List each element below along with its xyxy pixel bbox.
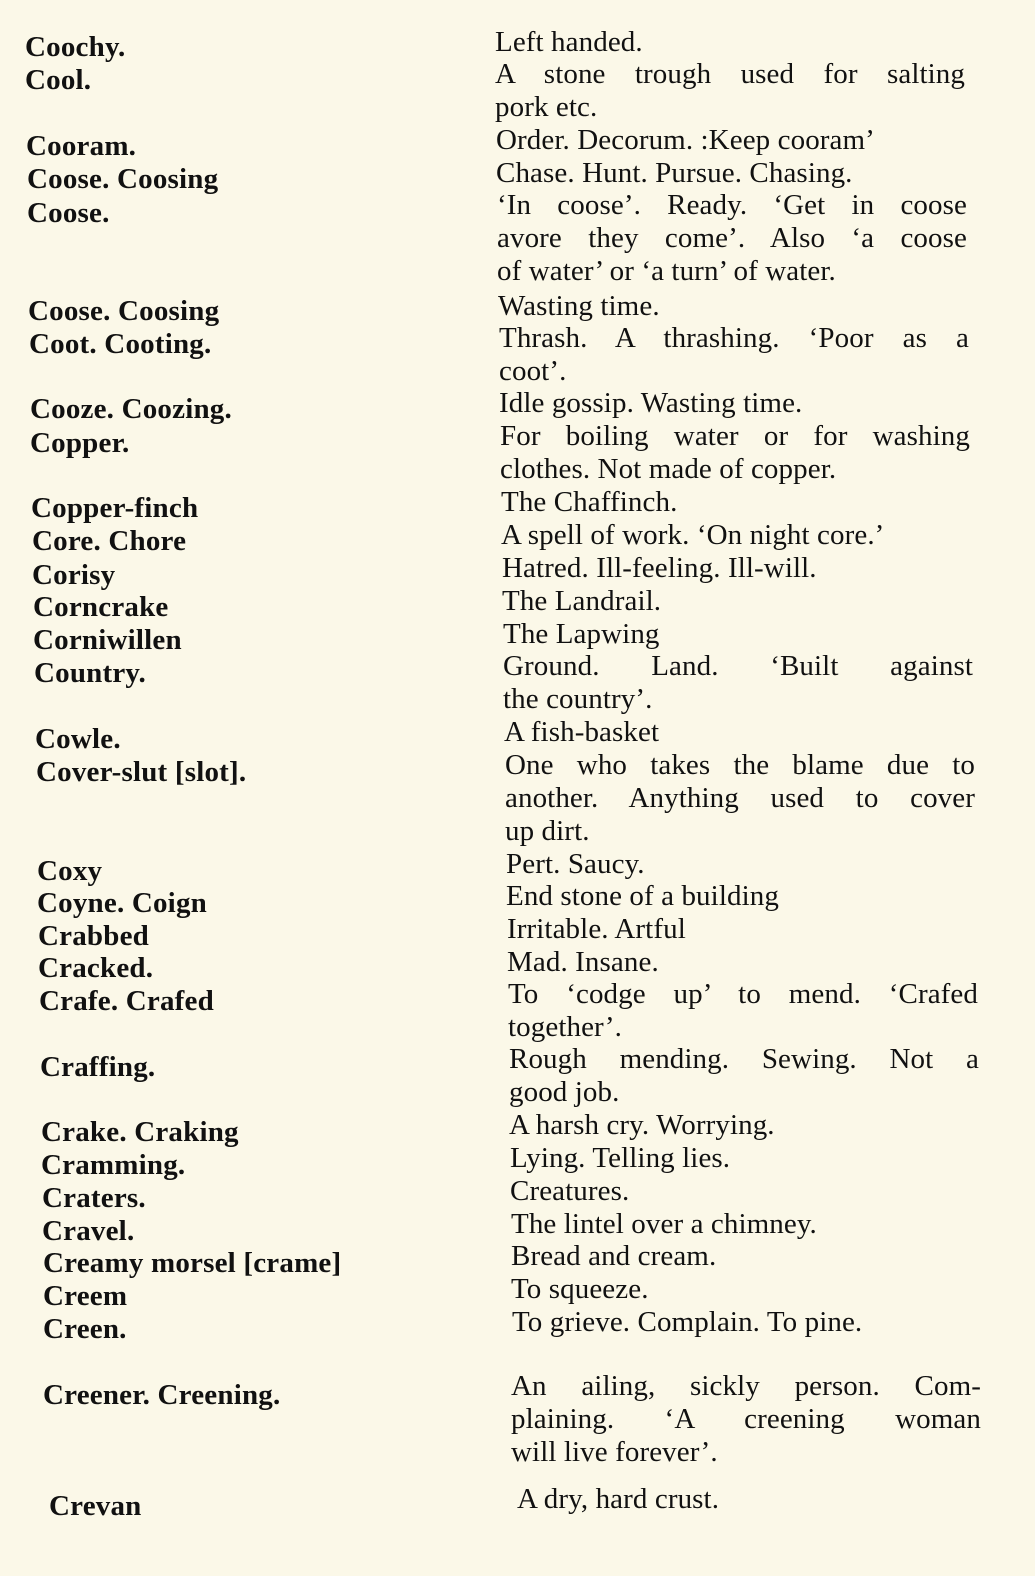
definition-line: together’. — [508, 1011, 622, 1043]
entry-term: Coochy. — [25, 31, 126, 63]
definition-line: Thrash. A thrashing. ‘Poor as a — [499, 322, 969, 354]
definition-line: another. Anything used to cover — [505, 782, 975, 814]
entry-definition — [510, 1142, 980, 1175]
definition-line: Order. Decorum. :Keep cooram’ — [496, 124, 875, 156]
definition-line: To ‘codge up’ to mend. ‘Crafed — [508, 978, 978, 1010]
entry-term: Craffing. — [40, 1051, 156, 1083]
entry-definition — [504, 716, 974, 749]
entry-definition — [508, 978, 978, 1044]
entry-term: Crevan — [49, 1490, 142, 1522]
definition-line: End stone of a building — [506, 880, 779, 912]
entry-term: Core. Chore — [32, 525, 187, 557]
definition-line: The lintel over a chimney. — [511, 1208, 817, 1240]
entry-definition — [495, 26, 965, 59]
definition-line: the country’. — [503, 683, 653, 715]
entry-term: Corniwillen — [33, 624, 182, 656]
entry-definition — [506, 848, 976, 881]
entry-definition — [505, 749, 975, 848]
entry-definition — [499, 387, 969, 420]
entry-term: Coot. Cooting. — [29, 328, 212, 360]
definition-line: Mad. Insane. — [507, 946, 659, 978]
definition-line: A stone trough used for salting — [495, 58, 965, 90]
entry-definition — [509, 1043, 979, 1109]
definition-line: The Lapwing — [503, 618, 660, 650]
definition-line: Creatures. — [510, 1175, 630, 1207]
entry-definition — [511, 1208, 981, 1241]
entry-definition — [503, 618, 973, 651]
definition-line: avore they come’. Also ‘a coose — [497, 222, 967, 254]
entry-definition — [503, 650, 973, 716]
definition-line: To squeeze. — [511, 1273, 649, 1305]
definition-line: Left handed. — [495, 26, 643, 58]
definition-line: clothes. Not made of copper. — [500, 453, 837, 485]
entry-definition — [512, 1306, 982, 1339]
entry-term: Coxy — [37, 855, 103, 887]
definition-line: pork etc. — [495, 91, 598, 123]
entry-term: Creener. Creening. — [43, 1379, 281, 1411]
entry-definition — [517, 1483, 987, 1516]
definition-line: Chase. Hunt. Pursue. Chasing. — [496, 157, 853, 189]
definition-line: Rough mending. Sewing. Not a — [509, 1043, 979, 1075]
entry-definition — [495, 58, 965, 124]
definition-line: coot’. — [499, 355, 567, 387]
entry-term: Crabbed — [38, 920, 149, 952]
definition-line: The Landrail. — [502, 585, 662, 617]
definition-line: Lying. Telling lies. — [510, 1142, 731, 1174]
definition-line: A dry, hard crust. — [517, 1483, 720, 1515]
definition-line: Wasting time. — [498, 290, 660, 322]
entry-term: Corncrake — [33, 591, 169, 623]
entry-term: Creamy morsel [crame] — [43, 1247, 342, 1279]
entry-definition — [511, 1240, 981, 1273]
definition-line: Pert. Saucy. — [506, 848, 645, 880]
definition-line: An ailing, sickly person. Com- — [511, 1370, 981, 1402]
entry-term: Coose. — [27, 197, 110, 229]
entry-term: Crake. Craking — [41, 1116, 239, 1148]
definition-line: The Chaffinch. — [501, 486, 678, 518]
entry-term: Coyne. Coign — [37, 887, 207, 919]
entry-definition — [496, 157, 966, 190]
definition-line: One who takes the blame due to — [505, 749, 975, 781]
entry-term: Creem — [43, 1280, 128, 1312]
definition-line: A spell of work. ‘On night core.’ — [501, 519, 885, 551]
entry-term: Coose. Coosing — [27, 163, 219, 195]
entry-definition — [500, 420, 970, 486]
entry-definition — [511, 1370, 981, 1469]
definition-line: To grieve. Complain. To pine. — [512, 1306, 863, 1338]
entry-term: Cooram. — [26, 130, 137, 162]
entry-definition — [507, 946, 977, 979]
entry-term: Creen. — [43, 1313, 127, 1345]
entry-definition — [501, 486, 971, 519]
entry-definition — [502, 552, 972, 585]
entry-definition — [511, 1273, 981, 1306]
entry-definition — [507, 913, 977, 946]
entry-definition — [510, 1175, 980, 1208]
entry-term: Copper-finch — [31, 492, 199, 524]
entry-definition — [496, 124, 966, 157]
entry-definition — [498, 290, 968, 323]
definition-line: plaining. ‘A creening woman — [511, 1403, 981, 1435]
definition-line: Ground. Land. ‘Built against — [503, 650, 973, 682]
definition-line: Hatred. Ill-feeling. Ill-will. — [502, 552, 817, 584]
definition-line: For boiling water or for washing — [500, 420, 970, 452]
definition-line: Idle gossip. Wasting time. — [499, 387, 803, 419]
entry-term: Corisy — [32, 559, 116, 591]
entry-term: Country. — [34, 657, 146, 689]
definition-line: good job. — [509, 1076, 620, 1108]
definition-line: A fish-basket — [504, 716, 660, 748]
definition-line: Bread and cream. — [511, 1240, 717, 1272]
definition-line: A harsh cry. Worrying. — [509, 1109, 775, 1141]
definition-line: Irritable. Artful — [507, 913, 686, 945]
definition-line: will live forever’. — [511, 1436, 718, 1468]
entry-definition — [509, 1109, 979, 1142]
entry-term: Cowle. — [35, 723, 121, 755]
entry-definition — [497, 189, 967, 288]
entry-term: Cravel. — [42, 1215, 135, 1247]
entry-term: Cover-slut [slot]. — [36, 756, 247, 788]
entry-term: Cracked. — [38, 952, 154, 984]
definition-line: ‘In coose’. Ready. ‘Get in coose — [497, 189, 967, 221]
entry-term: Cooze. Coozing. — [30, 393, 232, 425]
entry-term: Craters. — [42, 1182, 146, 1214]
entry-term: Crafe. Crafed — [39, 985, 214, 1017]
entry-definition — [501, 519, 971, 552]
entry-definition — [506, 880, 976, 913]
definition-line: of water’ or ‘a turn’ of water. — [497, 255, 836, 287]
entry-term: Coose. Coosing — [28, 295, 220, 327]
entry-term: Copper. — [30, 427, 130, 459]
entry-term: Cramming. — [41, 1149, 186, 1181]
definition-line: up dirt. — [505, 815, 590, 847]
entry-term: Cool. — [25, 64, 92, 96]
entry-definition — [502, 585, 972, 618]
entry-definition — [499, 322, 969, 388]
